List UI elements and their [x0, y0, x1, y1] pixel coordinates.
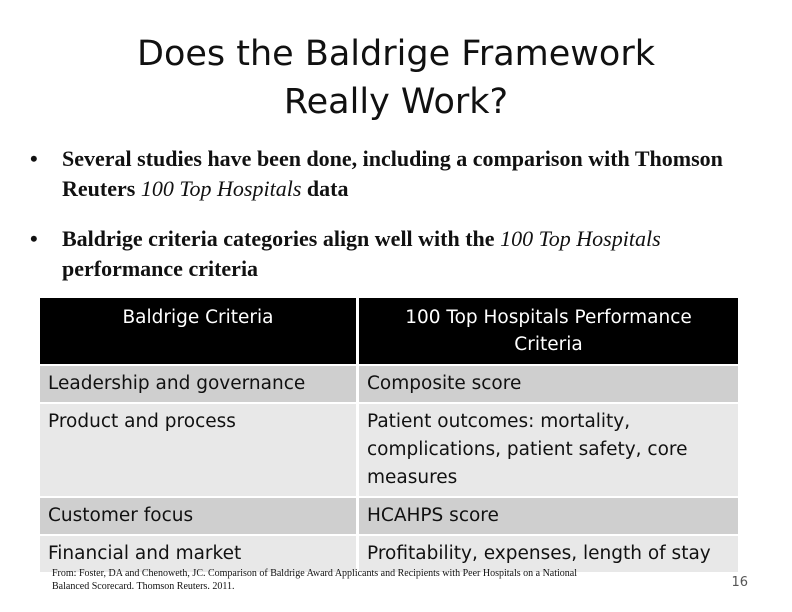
criteria-comparison-table	[40, 298, 738, 572]
table-cell: Patient outcomes: mortality, complications, patient safety, core measures	[358, 403, 739, 497]
table-row	[40, 403, 738, 497]
bullet-text-italic: 100 Top Hospitals	[500, 226, 661, 251]
bullet-list	[30, 144, 750, 304]
bullet-item	[30, 144, 750, 204]
column-header-baldrige: Baldrige Criteria	[40, 298, 358, 365]
bullet-text-end: performance criteria	[62, 256, 259, 281]
table-cell: Product and process	[40, 403, 358, 497]
bullet-text-italic: 100 Top Hospitals	[140, 176, 302, 201]
slide-title-line-2: Really Work?	[283, 82, 509, 122]
table-row	[40, 497, 738, 535]
table-cell: Composite score	[358, 365, 739, 403]
table-header-row	[40, 298, 738, 365]
slide-title-line-1: Does the Baldrige Framework	[137, 34, 655, 74]
column-header-top-hospitals: 100 Top Hospitals Performance Criteria	[358, 298, 739, 365]
bullet-marker: •	[30, 226, 38, 251]
slide-title	[60, 30, 732, 126]
table-cell: Leadership and governance	[40, 365, 358, 403]
bullet-text: Several studies have been done, including a comparison with Thomson Reuters	[62, 146, 723, 201]
table-row	[40, 365, 738, 403]
bullet-text: Baldrige criteria categories align well with the	[62, 226, 501, 251]
page-number: 16	[731, 575, 748, 590]
table-cell: Financial and market	[40, 535, 358, 572]
table-cell: HCAHPS score	[358, 497, 739, 535]
bullet-item	[30, 224, 750, 284]
source-footnote: From: Foster, DA and Chenoweth, JC. Comparison of Baldrige Award Applicants and Recipients with Peer Hospitals on a National Balanced Scorecard. Thomson Reuters. 2011.	[52, 568, 577, 592]
table-cell: Profitability, expenses, length of stay	[358, 535, 739, 572]
bullet-marker: •	[30, 146, 38, 171]
bullet-text-end: data	[301, 176, 349, 201]
table-cell: Customer focus	[40, 497, 358, 535]
